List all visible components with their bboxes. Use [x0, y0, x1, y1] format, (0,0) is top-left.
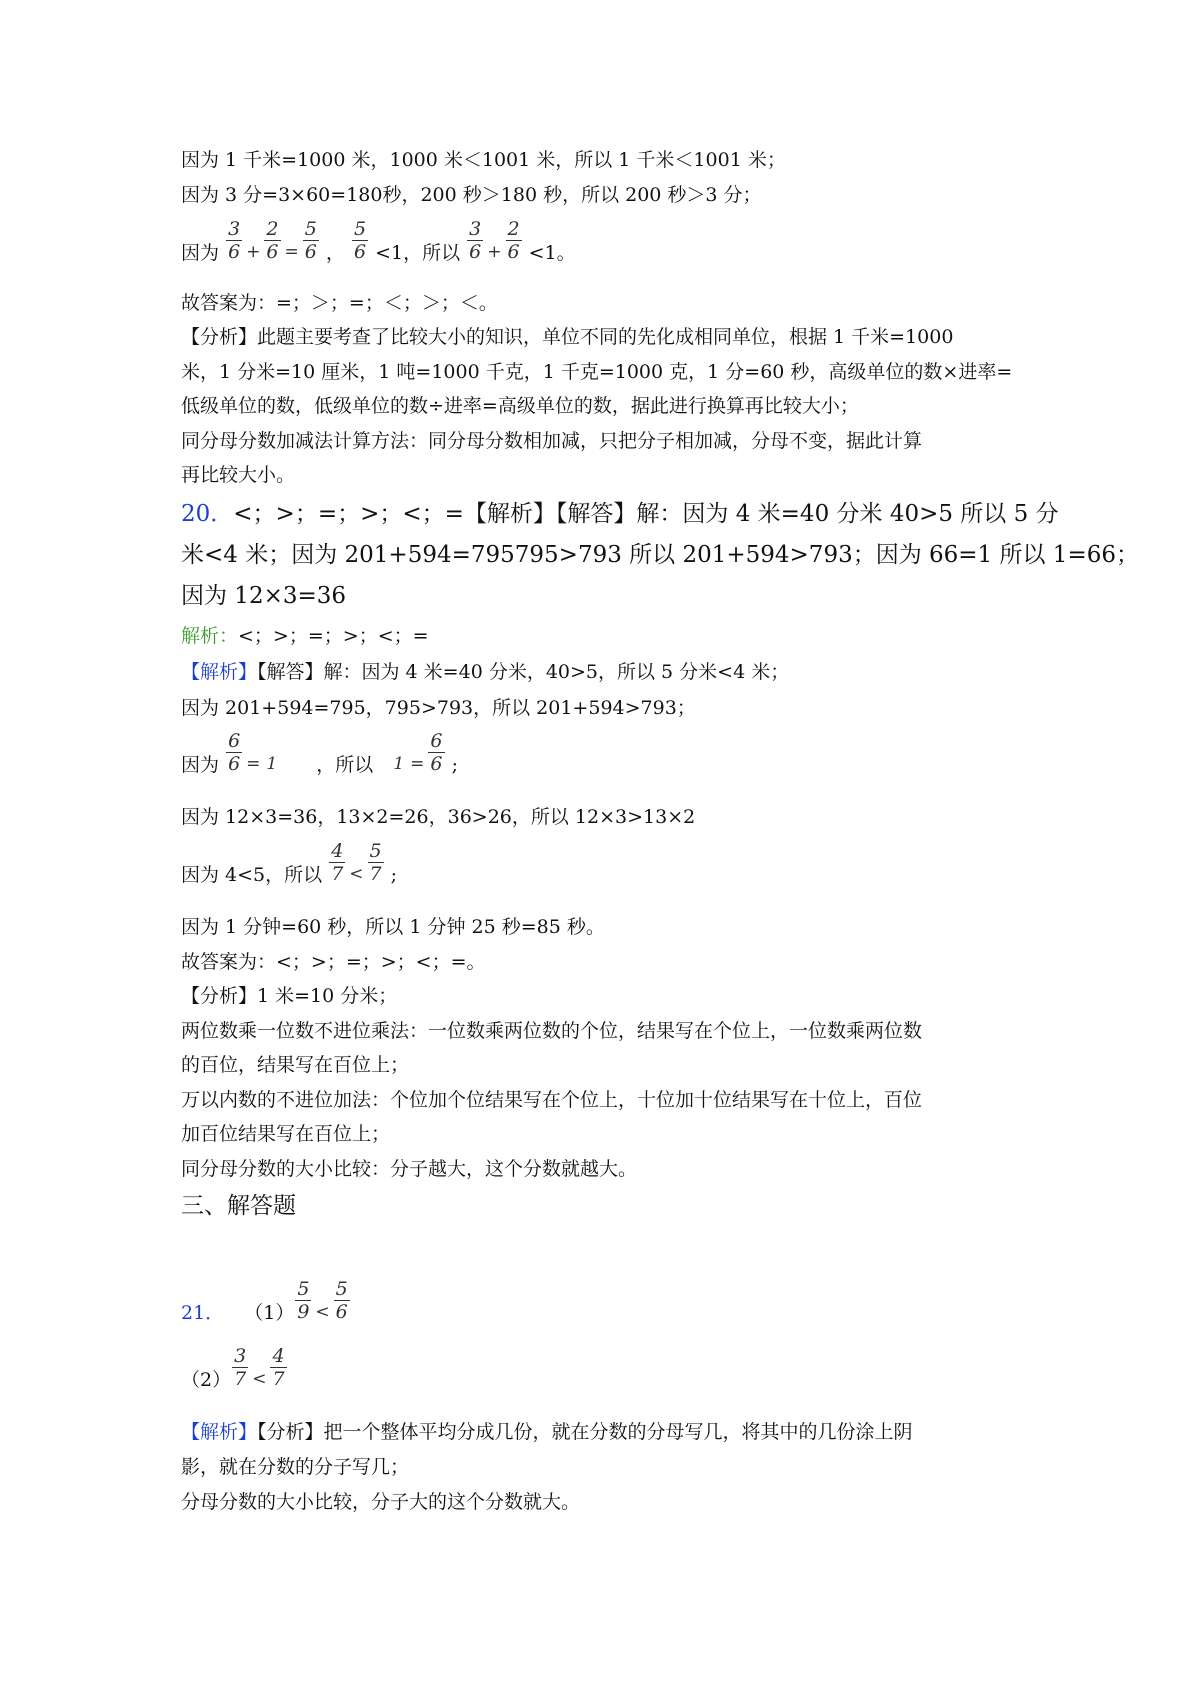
text: 【解答】解：因为 4 米=40 分米，40>5，所以 5 分米<4 米；	[257, 661, 790, 683]
question-number: 21．	[181, 1302, 225, 1324]
fraction: $\frac{3}{6}$	[228, 218, 241, 263]
fraction: $\frac{3}{7}$	[234, 1345, 247, 1390]
text-line: 【分析】此题主要考查了比较大小的知识，单位不同的先化成相同单位，根据 1 千米=1000	[181, 326, 954, 348]
text-line: 因为 1 分钟=60 秒，所以 1 分钟 25 秒=85 秒。	[181, 916, 605, 938]
question-20-line	[181, 503, 1059, 526]
text: <1，所以	[375, 242, 461, 264]
text-line: 同分母分数加减法计算方法：同分母分数相加减，只把分子相加减，分母不变，据此计算	[181, 430, 923, 452]
question-number: 20．	[181, 501, 234, 527]
text: ;	[451, 754, 458, 776]
jiexi-line	[181, 627, 429, 646]
text-line: 米<4 米；因为 201+594=795795>793 所以 201+594>793；因为 66=1 所以 1=66；	[181, 542, 1139, 568]
text-line: 加百位结果写在百位上；	[181, 1123, 391, 1145]
section-title: 三、解答题	[181, 1193, 296, 1219]
tag-jiexi: 【解析】	[181, 661, 258, 683]
question-21-part2: （2） $\frac{3}{7}$ < $\frac{4}{7}$	[181, 1345, 285, 1391]
fraction: $\frac{5}{6}$	[353, 218, 367, 263]
text-line: 分母分数的大小比较，分子大的这个分数就大。	[181, 1491, 581, 1513]
fraction: $\frac{5}{9}$	[297, 1278, 310, 1323]
fraction: $\frac{2}{6}$	[266, 218, 279, 263]
text: <1。	[528, 242, 576, 264]
text-line: 影，就在分数的分子写几；	[181, 1456, 410, 1478]
text: <；>；=；>；<；=【解析】【解答】解：因为 4 米=40 分米 40>5 所以 5 分	[233, 501, 1059, 527]
text: ;	[390, 864, 398, 886]
fraction: $\frac{5}{7}$	[369, 840, 382, 885]
text-line: 因为 12×3=36，13×2=26，36>26，所以 12×3>13×2	[181, 806, 696, 828]
fraction-line: 因为 $\frac{3}{6}$ + $\frac{2}{6}$ = $\frac{5}{6}$ ， $\frac{5}{6}$ <1，所以 $\frac{3}{6}$ + $\frac{2}{6}$ <1。	[181, 218, 576, 264]
text-line: 因为 12×3=36	[181, 583, 347, 609]
text-line: 故答案为：=；＞；=；＜；＞；＜。	[181, 292, 498, 314]
text: （1）	[244, 1302, 295, 1324]
text-line: 的百位，结果写在百位上；	[181, 1054, 410, 1076]
text-line: 【分析】1 米=10 分米；	[181, 985, 398, 1007]
fraction: $\frac{5}{6}$	[304, 218, 317, 263]
text: 因为	[181, 242, 220, 264]
text-line: 因为 201+594=795，795>793，所以 201+594>793；	[181, 697, 696, 719]
fraction: $\frac{3}{6}$	[469, 218, 482, 263]
fraction: $\frac{5}{6}$	[335, 1278, 348, 1323]
text-line: 米，1 分米=10 厘米，1 吨=1000 千克，1 千克=1000 克，1 分=60 秒，高级单位的数×进率=	[181, 361, 1013, 383]
text-line: 万以内数的不进位加法：个位加个位结果写在个位上，十位加十位结果写在十位上，百位	[181, 1089, 923, 1111]
jiexi-value: <；>；=；>；<；=	[238, 625, 429, 647]
text-line: 因为 1 千米=1000 米，1000 米＜1001 米，所以 1 千米＜1001 米；	[181, 149, 786, 171]
fraction-line: 因为 4<5，所以 $\frac{4}{7}$ < $\frac{5}{7}$ ;	[181, 840, 398, 886]
fraction: $\frac{2}{6}$	[507, 218, 520, 263]
fraction: $\frac{6}{6}$	[430, 730, 443, 775]
text: ，所以	[316, 754, 374, 776]
text: ，	[325, 242, 345, 264]
fraction: $\frac{4}{7}$	[272, 1345, 285, 1390]
text-line: 两位数乘一位数不进位乘法：一位数乘两位数的个位，结果写在个位上，一位数乘两位数	[181, 1020, 923, 1042]
text-line: 再比较大小。	[181, 464, 296, 486]
fraction-line: 因为 $\frac{6}{6}$ = 1 ，所以 1 = $\frac{6}{6}$ ;	[181, 730, 458, 776]
text: 因为	[181, 754, 220, 776]
text-line: 因为 3 分=3×60=180秒，200 秒＞180 秒，所以 200 秒＞3 分；	[181, 184, 762, 206]
fraction: $\frac{4}{7}$	[331, 840, 344, 885]
text-line: 同分母分数的大小比较：分子越大，这个分数就越大。	[181, 1158, 638, 1180]
text: 因为 4<5，所以	[181, 864, 323, 886]
text-line	[181, 1423, 913, 1442]
text-line	[181, 663, 789, 682]
text-line: 故答案为：<；>；=；>；<；=。	[181, 951, 486, 973]
text: （2）	[181, 1369, 232, 1391]
question-21-line: 21． （1） $\frac{5}{9}$ < $\frac{5}{6}$	[181, 1278, 348, 1324]
text: 【分析】把一个整体平均分成几份，就在分数的分母写几，将其中的几份涂上阴	[257, 1421, 913, 1443]
tag-jiexi: 【解析】	[181, 1421, 258, 1443]
jiexi-label: 解析：	[181, 625, 239, 647]
text-line: 低级单位的数，低级单位的数÷进率=高级单位的数，据此进行换算再比较大小；	[181, 395, 859, 417]
fraction: $\frac{6}{6}$	[228, 730, 241, 775]
